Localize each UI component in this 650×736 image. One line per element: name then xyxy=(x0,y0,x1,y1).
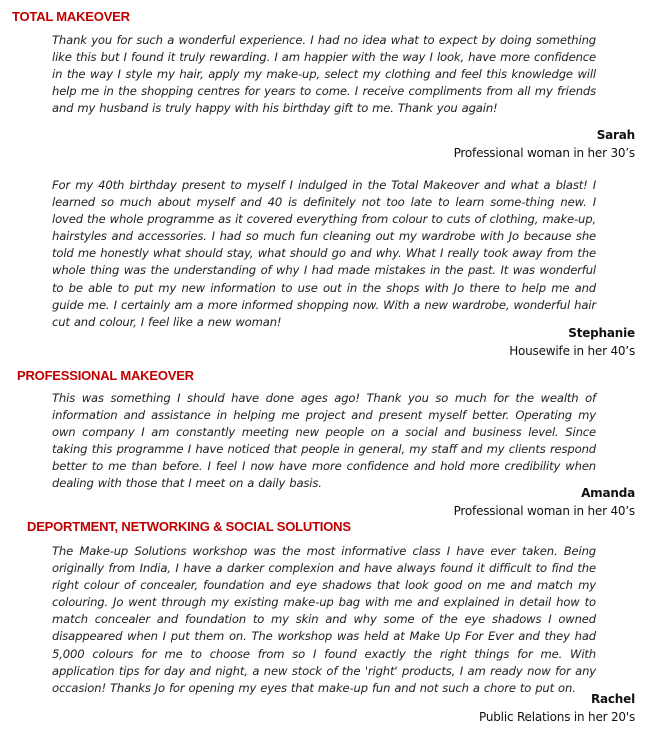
testimonial-text-stephanie: For my 40th birthday present to myself I indulged in the Total Makeover and what a blast! I learned so much about myself and 40 is definitely not too late to learn some-thing new. I loved the whole programme as it covered everything from colour to cuts of clothing, make-up, hairstyles and accessories. I had so much fun cleaning out my wardrobe with Jo because she told me honestly what should stay, what should go and why. What I really took away from the whole thing was the understanding of why I had made mistakes in the past. It was wonderful to be able to put my new information to use out in the shops with Jo there to help me and guide me. I certainly am a more informed shopping now. With a new wardrobe, wonderful hair cut and colour, I feel like a new woman! xyxy=(52,178,596,329)
section-heading-professional-makeover: PROFESSIONAL MAKEOVER xyxy=(17,368,194,383)
testimonial-name: Sarah xyxy=(596,128,635,142)
testimonial-signature-rachel xyxy=(479,690,635,726)
testimonial-description: Housewife in her 40’s xyxy=(509,344,635,358)
testimonial-signature-sarah xyxy=(454,126,635,162)
testimonial-description: Professional woman in her 30’s xyxy=(453,146,635,160)
testimonial-name: Rachel xyxy=(590,692,635,706)
testimonial-description: Public Relations in her 20's xyxy=(479,710,635,724)
testimonial-signature-stephanie xyxy=(509,324,635,360)
testimonial-text-amanda: This was something I should have done ages ago! Thank you so much for the wealth of information and assistance in helping me project and present myself better. Operating my own company I am constantly meeting new people on a social and business level. Since taking this programme I have noticed that people in general, my staff and my clients respond better to me than before. I feel I now have more confidence and hold more credibility when dealing with those that I meet on a daily basis. xyxy=(52,391,596,491)
testimonial-signature-amanda xyxy=(454,484,635,520)
testimonial-text-sarah: Thank you for such a wonderful experience. I had no idea what to expect by doing something like this but I found it truly rewarding. I am happier with the way I look, have more confidence in the way I style my hair, apply my make-up, select my clothing and feel this knowledge will help me in the shopping centres for years to come. I receive compliments from all my friends and my husband is truly happy with his birthday gift to me. Thank you again! xyxy=(52,33,596,116)
testimonial-text-rachel: The Make-up Solutions workshop was the most informative class I have ever taken. Being originally from India, I have a darker complexion and have always found it difficult to find the right colour of concealer, foundation and eye shadows that look good on me and match my colouring. Jo went through my existing make-up bag with me and explained in detail how to match concealer and foundation to my skin and why some of the eye shadows I owned disappeared when I put them on. The workshop was held at Make Up For Ever and they had 5,000 colours for me to choose from so I found exactly the right things for me. With application tips for day and night, a new stock of the 'right' products, I am ready now for any occasion! Thanks Jo for opening my eyes that make-up fun and not such a chore to put on. xyxy=(52,544,596,695)
section-heading-total-makeover: TOTAL MAKEOVER xyxy=(12,9,130,24)
testimonial-name: Stephanie xyxy=(568,326,635,340)
testimonial-description: Professional woman in her 40’s xyxy=(453,504,635,518)
testimonial-name: Amanda xyxy=(581,486,635,500)
section-heading-deportment-networking: DEPORTMENT, NETWORKING & SOCIAL SOLUTIONS xyxy=(27,519,351,534)
